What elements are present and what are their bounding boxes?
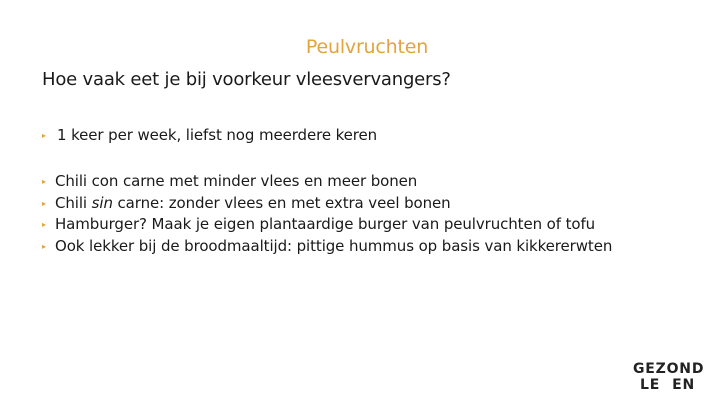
logo-line-2-part-b: EN bbox=[672, 377, 695, 393]
bullet-text: Ook lekker bij de broodmaaltijd: pittige hummus op basis van kikkererwten bbox=[55, 237, 613, 255]
logo-line-2-part-a: LE bbox=[640, 377, 661, 393]
bullet-text-post: carne: zonder vlees en met extra veel bonen bbox=[112, 194, 451, 212]
bullet-item bbox=[42, 173, 417, 190]
bullet-marker-icon: ▸ bbox=[42, 199, 46, 208]
logo-line-1: GEZOND bbox=[633, 361, 705, 377]
bullet-marker-icon: ▸ bbox=[42, 177, 46, 186]
bullet-marker-icon: ▸ bbox=[42, 131, 46, 140]
bullet-item bbox=[42, 127, 377, 144]
bullet-item bbox=[42, 216, 595, 233]
logo-line-2 bbox=[633, 377, 705, 393]
bullet-item bbox=[42, 238, 612, 255]
bullet-marker-icon: ▸ bbox=[42, 242, 46, 251]
bullet-text: 1 keer per week, liefst nog meerdere keren bbox=[57, 126, 378, 144]
bullet-text-pre: Chili bbox=[55, 194, 92, 212]
bullet-text: Chili con carne met minder vlees en meer bonen bbox=[55, 172, 418, 190]
bullet-item bbox=[42, 195, 451, 212]
bullet-marker-icon: ▸ bbox=[42, 220, 46, 229]
bullet-text-italic: sin bbox=[91, 194, 113, 212]
slide-subtitle: Hoe vaak eet je bij voorkeur vleesvervangers? bbox=[42, 69, 451, 90]
bullet-text: Hamburger? Maak je eigen plantaardige burger van peulvruchten of tofu bbox=[55, 215, 596, 233]
slide-title: Peulvruchten bbox=[305, 36, 429, 58]
gezond-leven-logo bbox=[633, 361, 705, 393]
